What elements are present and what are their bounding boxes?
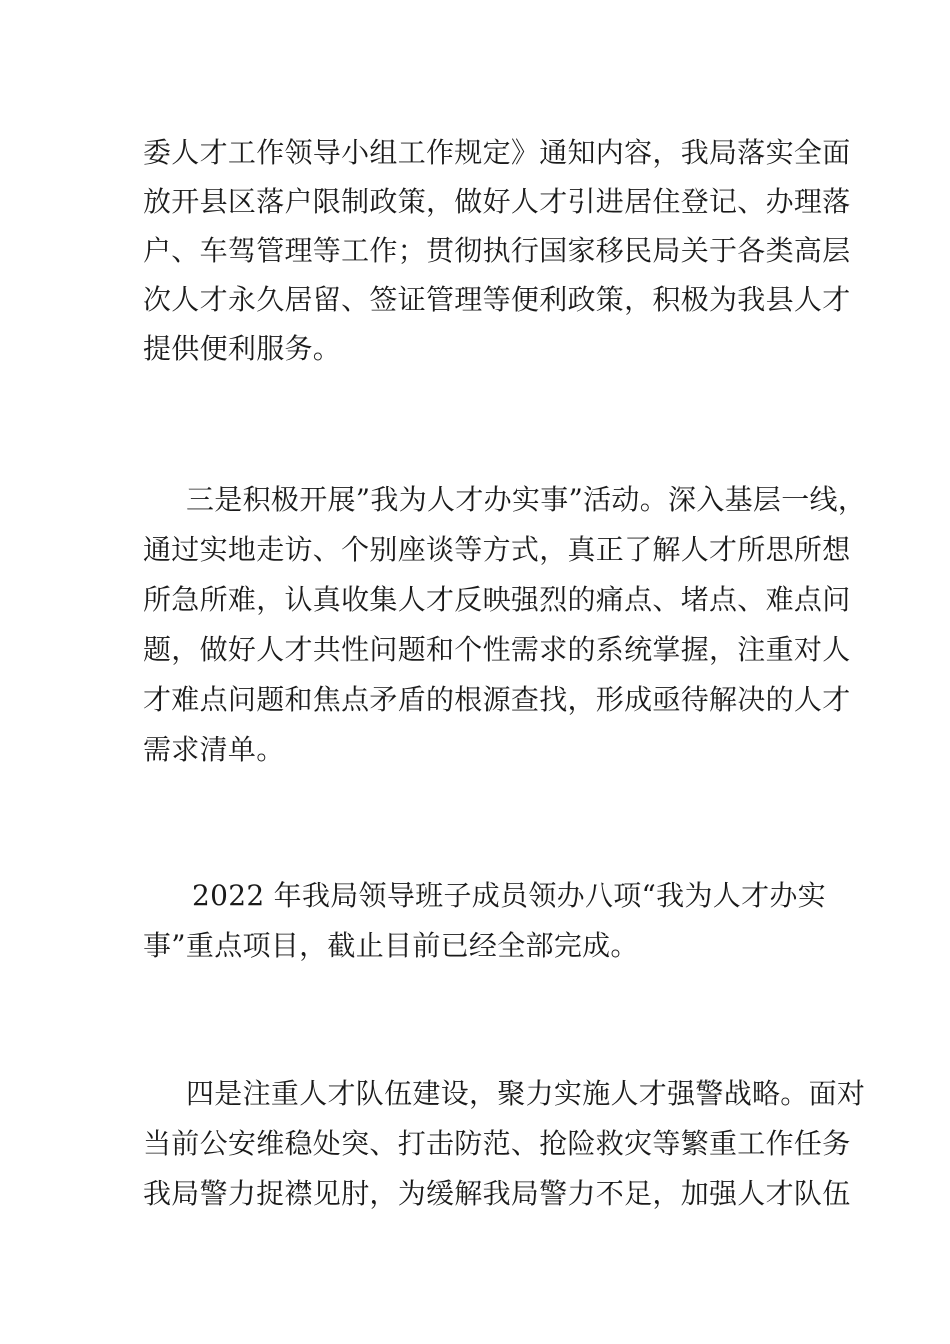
- paragraph-2-line-2: 通过实地走访、个别座谈等方式，真正了解人才所思所想: [143, 533, 851, 566]
- paragraph-1-line-5: 提供便利服务。: [143, 332, 342, 365]
- paragraph-4-line-3: 我局警力捉襟见肘，为缓解我局警力不足，加强人才队伍: [143, 1177, 851, 1210]
- paragraph-3-line-1: 2022 年我局领导班子成员领办八项“我为人才办实: [192, 879, 826, 912]
- paragraph-2-line-4: 题，做好人才共性问题和个性需求的系统掌握，注重对人: [143, 633, 851, 666]
- paragraph-4-line-1: 四是注重人才队伍建设，聚力实施人才强警战略。面对: [186, 1077, 866, 1110]
- paragraph-1-line-2: 放开县区落户限制政策，做好人才引进居住登记、办理落: [143, 185, 851, 218]
- paragraph-1-line-3: 户、车驾管理等工作；贯彻执行国家移民局关于各类高层: [143, 234, 851, 267]
- paragraph-3-line-2: 事”重点项目，截止目前已经全部完成。: [143, 929, 639, 962]
- paragraph-2-line-6: 需求清单。: [143, 733, 285, 766]
- paragraph-1-line-1: 委人才工作领导小组工作规定》通知内容，我局落实全面: [143, 136, 851, 169]
- paragraph-2-line-3: 所急所难，认真收集人才反映强烈的痛点、堵点、难点问: [143, 583, 851, 616]
- paragraph-2-line-5: 才难点问题和焦点矛盾的根源查找，形成亟待解决的人才: [143, 683, 851, 716]
- paragraph-4-line-2: 当前公安维稳处突、打击防范、抢险救灾等繁重工作任务: [143, 1127, 851, 1160]
- paragraph-1-line-4: 次人才永久居留、签证管理等便利政策，积极为我县人才: [143, 283, 851, 316]
- paragraph-2-line-1: 三是积极开展”我为人才办实事”活动。深入基层一线，: [186, 483, 867, 516]
